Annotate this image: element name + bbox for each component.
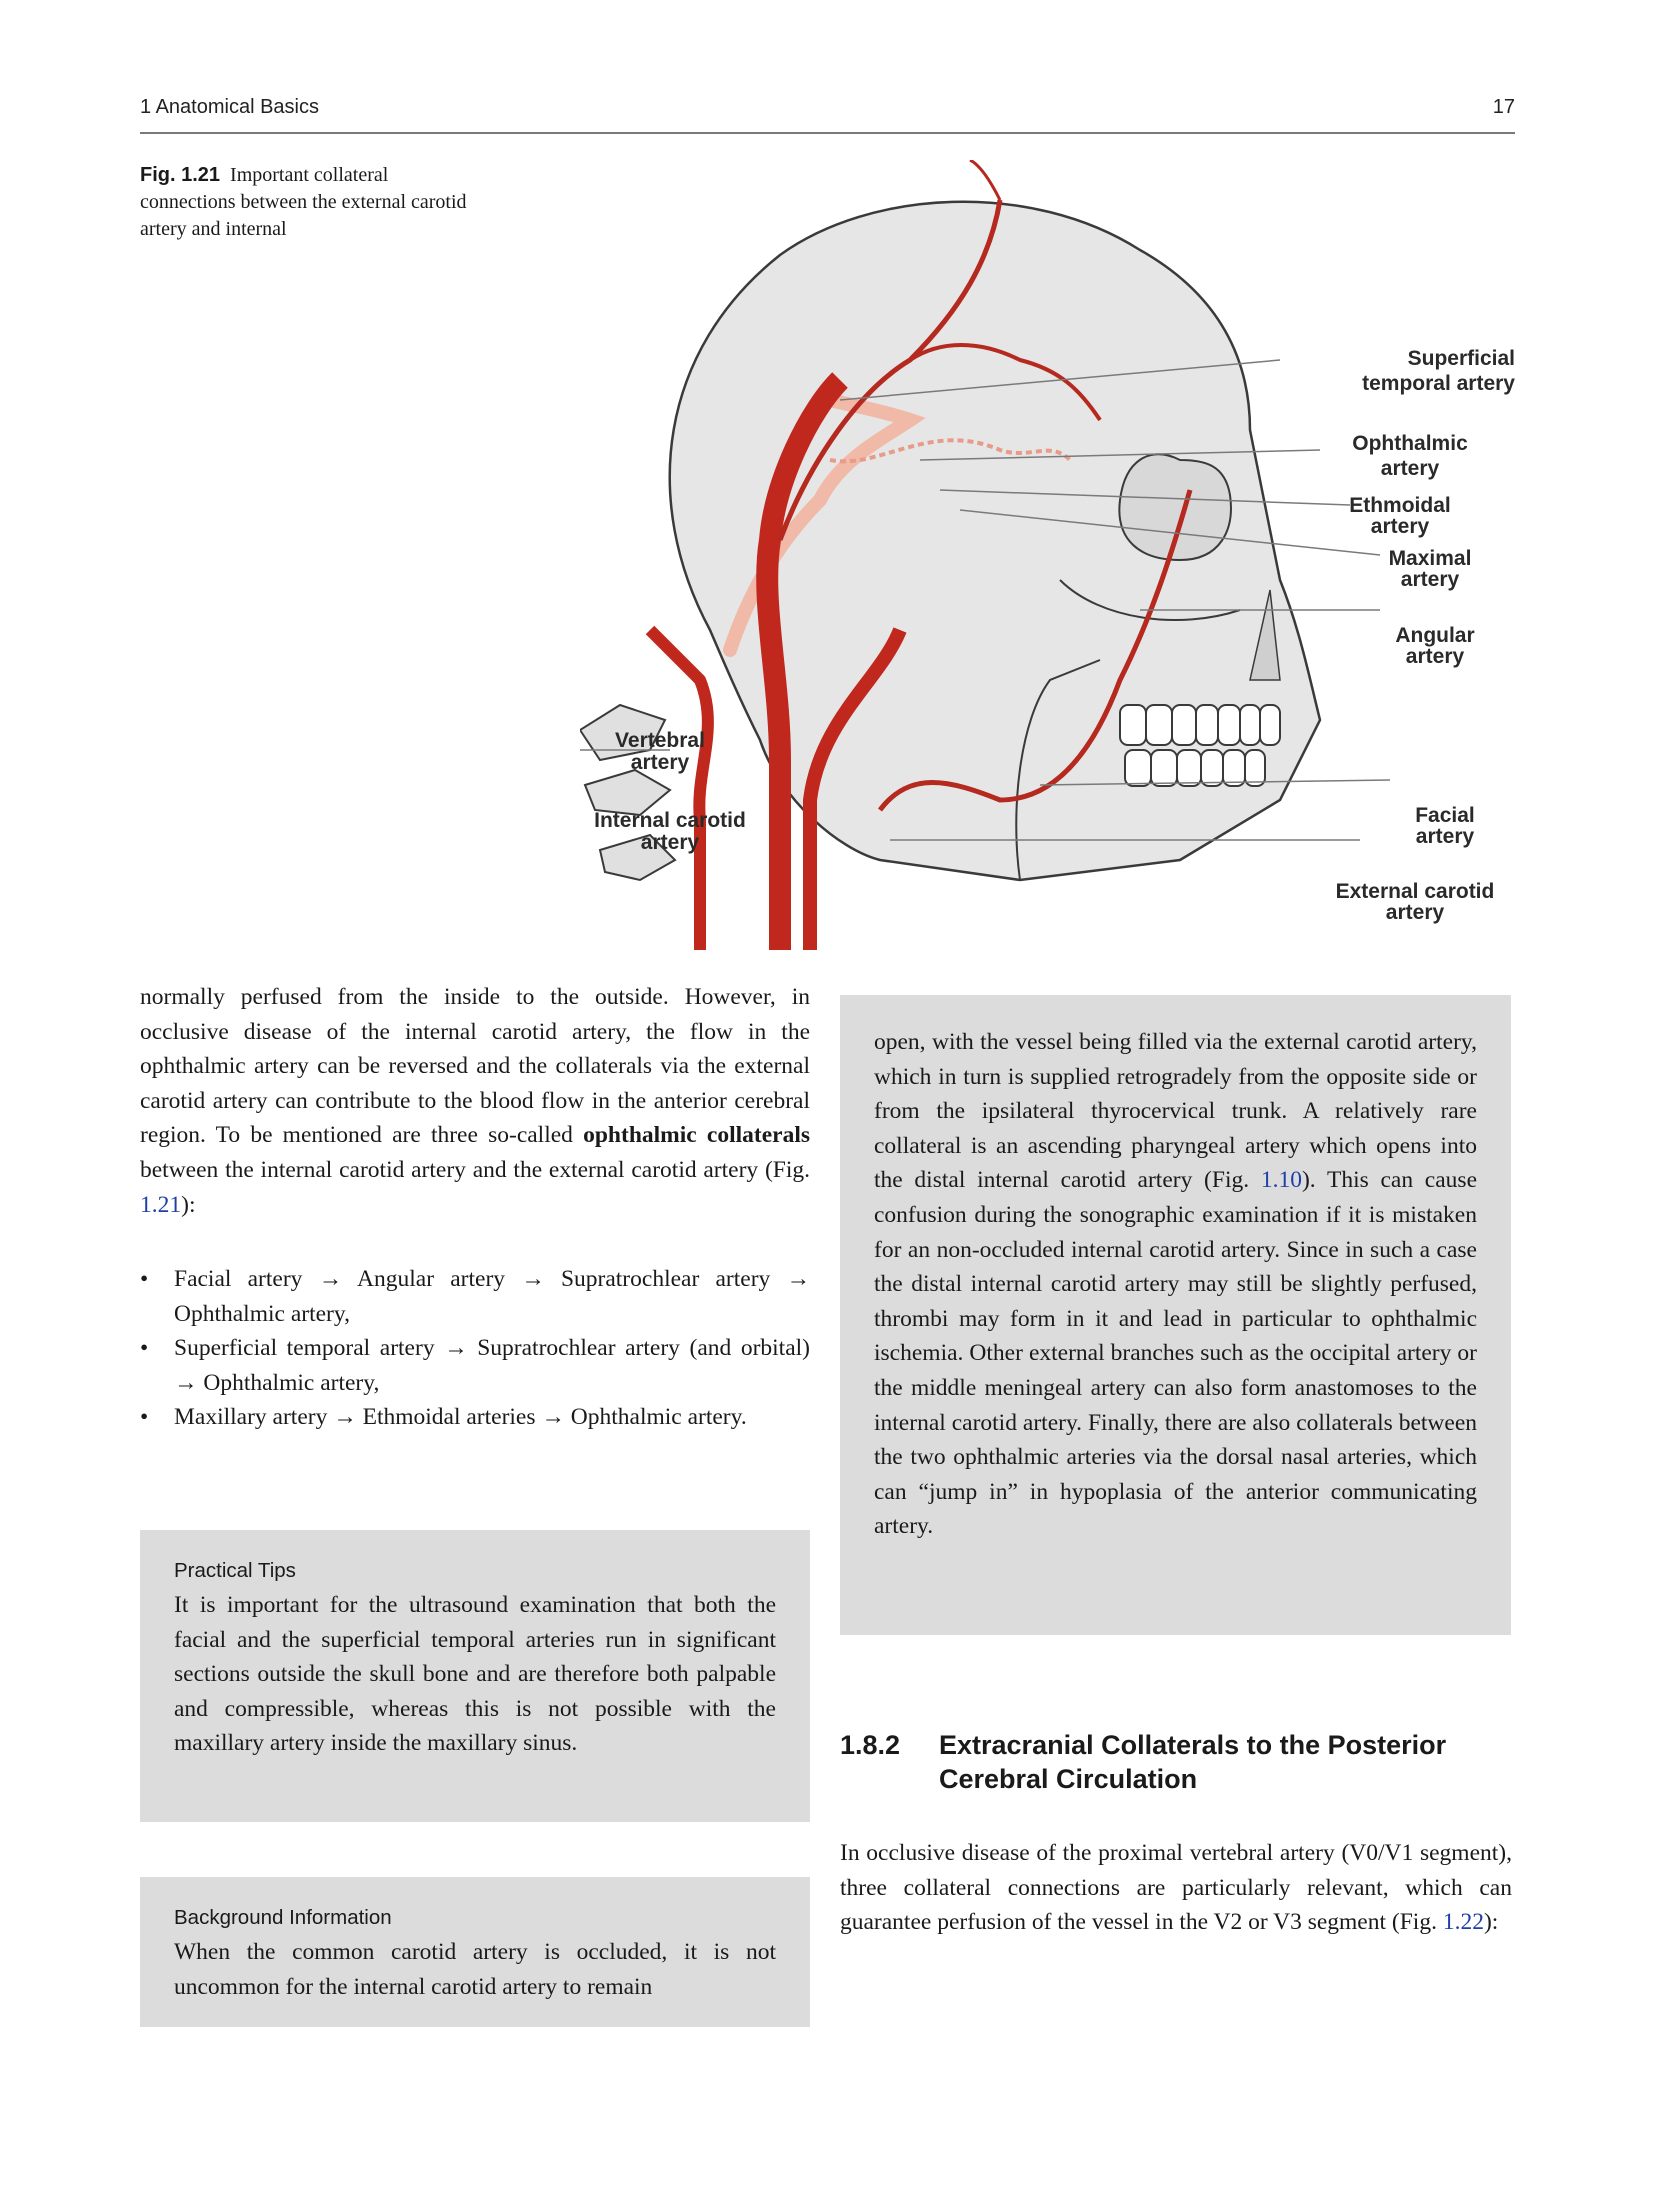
practical-tips-box	[140, 1530, 810, 1822]
intro-text-2: between the internal carotid artery and the external carotid artery (Fig.	[140, 1156, 810, 1183]
temporal-branch-2	[970, 160, 1000, 200]
label-vertebral-line2: artery	[630, 751, 690, 774]
background-info-box	[140, 1877, 810, 2027]
running-header	[140, 96, 1515, 134]
section-paragraph	[840, 1836, 1512, 1940]
background-info-heading: Background Information	[174, 1906, 392, 1929]
list-item: • Superficial temporal artery → Supratrochlear artery (and orbital) → Ophthalmic artery,	[140, 1331, 810, 1400]
label-external-carotid-1: External carotid	[1335, 880, 1495, 903]
label-internal-carotid-line1: Internal carotid	[594, 809, 746, 832]
background-continuation-1: open, with the vessel being filled via the external carotid artery, which in turn is supplied retrogradely from the opposite side or from the ipsilateral thyrocervical trunk. A relatively rare collateral is an ascending pharyngeal artery which opens into the distal internal carotid artery (Fig.	[874, 1029, 1477, 1194]
label-superficial-temporal-1: Superficial	[1407, 347, 1515, 370]
label-maximal-2: artery	[1400, 568, 1460, 591]
figure-ref-link[interactable]: 1.21	[140, 1191, 182, 1218]
intro-paragraph	[140, 980, 810, 1222]
list-item: • Facial artery → Angular artery → Supratrochlear artery → Ophthalmic artery,	[140, 1262, 810, 1331]
figure-label: Fig. 1.21	[140, 164, 221, 186]
background-info-continuation	[840, 995, 1511, 1635]
label-ophthalmic-1: Ophthalmic	[1352, 432, 1468, 455]
label-facial-2: artery	[1415, 825, 1475, 848]
intro-text-3: ):	[181, 1191, 196, 1218]
figure-caption-text: Important collateral connections between the external carotid artery and internal	[140, 164, 467, 240]
intro-text-1: normally perfused from the inside to the outside. However, in occlusive disease of the internal carotid artery, the flow in the ophthalmic artery can be reversed and the collaterals via the external carotid artery can contribute to the blood flow in the anterior cerebral region. To be mentioned are three so-called	[140, 984, 810, 1149]
background-continuation-2: ). This can cause confusion during the sonographic examination if it is mistaken for an non-occluded internal carotid artery. Since in such a case the distal internal carotid artery may still be slightly perfused, thrombi may form in it and lead in particular to ophthalmic ischemia. Other external branches such as the occipital artery or the middle meningeal artery can also form anastomoses to the internal carotid artery. Finally, there are also collaterals between the two ophthalmic arteries via the dorsal nasal arteries, which can “jump in” in hypoplasia of the anterior communicating artery.	[874, 1167, 1477, 1540]
section-text-1: In occlusive disease of the proximal vertebral artery (V0/V1 segment), three collateral connections are particularly relevant, which can guarantee perfusion of the vessel in the V2 or V3 segment (Fig.	[840, 1840, 1512, 1936]
label-angular-2: artery	[1405, 645, 1465, 668]
section-text-2: ):	[1483, 1909, 1499, 1936]
practical-tips-text: It is important for the ultrasound examination that both the facial and the superficial temporal arteries run in significant sections outside the skull bone and are therefore both palpable and compressible, whereas this is not possible with the maxillary artery inside the maxillary sinus.	[174, 1592, 776, 1757]
background-info-text: When the common carotid artery is occluded, it is not uncommon for the internal carotid artery to remain	[174, 1939, 776, 2000]
label-ethmoidal-1: Ethmoidal	[1349, 494, 1451, 517]
label-vertebral-line1: Vertebral	[615, 729, 705, 752]
chapter-title: 1 Anatomical Basics	[140, 96, 319, 118]
figure-ref-link[interactable]: 1.10	[1260, 1167, 1302, 1194]
figure-caption	[140, 162, 470, 243]
label-ophthalmic-2: artery	[1380, 457, 1440, 480]
figure-ref-link[interactable]: 1.22	[1442, 1909, 1484, 1936]
list-item: • Maxillary artery → Ethmoidal arteries → Ophthalmic artery.	[140, 1400, 810, 1435]
practical-tips-heading: Practical Tips	[174, 1559, 296, 1582]
label-maximal-1: Maximal	[1388, 547, 1472, 570]
section-title: Extracranial Collaterals to the Posterior Cerebral Circulation	[939, 1730, 1447, 1794]
label-superficial-temporal-2: temporal artery	[1362, 372, 1515, 395]
section-number: 1.8.2	[840, 1730, 901, 1760]
label-facial-1: Facial	[1415, 804, 1475, 827]
label-internal-carotid-line2: artery	[640, 831, 700, 854]
label-angular-1: Angular	[1395, 624, 1475, 647]
label-external-carotid-2: artery	[1385, 901, 1445, 924]
collateral-list	[140, 1262, 810, 1435]
label-internal-carotid	[580, 810, 760, 854]
label-vertebral	[600, 730, 720, 774]
page-number: 17	[1492, 96, 1515, 118]
label-ethmoidal-2: artery	[1370, 515, 1430, 538]
intro-bold: ophthalmic collaterals	[583, 1122, 810, 1149]
